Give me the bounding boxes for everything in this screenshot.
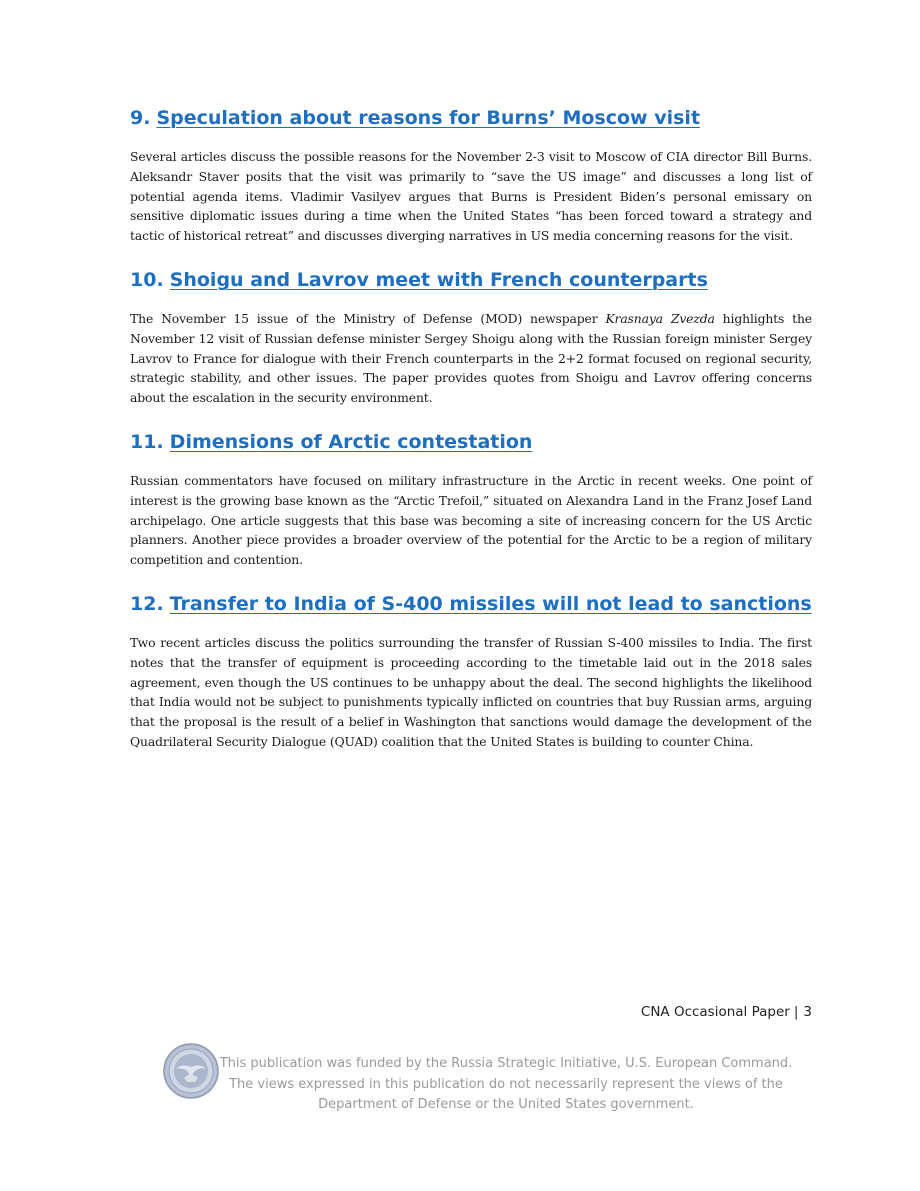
- publication-name: CNA Occasional Paper: [640, 1004, 790, 1020]
- section-body: [130, 309, 812, 408]
- body-text-part: The November 15 issue of the Ministry of Defense (MOD) newspaper: [130, 310, 606, 326]
- disclaimer-text: This publication was funded by the Russia Strategic Initiative, U.S. European Command. The views expressed in this publication do not necessarily represent the views of the Department of Defense or the United States government.: [219, 1056, 793, 1112]
- funding-disclaimer: [162, 1042, 802, 1112]
- section-number: 12.: [130, 592, 164, 615]
- section-11: [130, 428, 812, 570]
- section-number: 11.: [130, 430, 164, 453]
- section-heading: [130, 590, 812, 618]
- eucom-seal-icon: [162, 1042, 220, 1100]
- document-page: [130, 104, 812, 752]
- body-text-part: highlights the November 12 visit of Russian defense minister Sergey Shoigu along with the Russian foreign minister Sergey Lavrov to France for dialogue with their French counterparts in the 2+2 format focused on regional security, strategic stability, and other issues. The paper provides quotes from Shoigu and Lavrov offering concerns about the escalation in the security environment.: [130, 310, 812, 406]
- section-10: [130, 266, 812, 408]
- section-title-link[interactable]: Shoigu and Lavrov meet with French counterparts: [169, 268, 708, 291]
- section-body: Several articles discuss the possible reasons for the November 2-3 visit to Moscow of CIA director Bill Burns. Aleksandr Staver posits that the visit was primarily to “save the US image” and discusses a long list of potential agenda items. Vladimir Vasilyev argues that Burns is President Biden’s personal emissary on sensitive diplomatic issues during a time when the United States “has been forced toward a strategy and tactic of historical retreat” and discusses diverging narratives in US media concerning reasons for the visit.: [130, 149, 812, 244]
- section-body: Russian commentators have focused on military infrastructure in the Arctic in recent weeks. One point of interest is the growing base known as the “Arctic Trefoil,” situated on Alexandra Land in the Franz Josef Land archipelago. One article suggests that this base was becoming a site of increasing concern for the US Arctic planners. Another piece provides a broader overview of the potential for the Arctic to be a region of military competition and contention.: [130, 472, 812, 568]
- section-body: Two recent articles discuss the politics surrounding the transfer of Russian S-400 missiles to India. The first notes that the transfer of equipment is proceeding according to the timetable laid out in the 2018 sales agreement, even though the US continues to be unhappy about the deal. The second highlights the likelihood that India would not be subject to punishments typically inflicted on countries that buy Russian arms, arguing that the proposal is the result of a belief in Washington that sanctions would damage the development of the Quadrilateral Security Dialogue (QUAD) coalition that the United States is building to counter China.: [130, 634, 812, 749]
- section-heading: [130, 104, 812, 132]
- section-number: 9.: [130, 107, 151, 129]
- footer-separator: |: [793, 1004, 799, 1020]
- section-title-link[interactable]: Speculation about reasons for Burns’ Moscow visit: [156, 107, 701, 129]
- section-title-link[interactable]: Dimensions of Arctic contestation: [169, 430, 533, 453]
- newspaper-name: Krasnaya Zvezda: [605, 310, 715, 326]
- page-footer: [641, 1004, 812, 1020]
- section-number: 10.: [130, 268, 164, 291]
- page-number: 3: [803, 1004, 812, 1020]
- section-heading: [130, 266, 812, 294]
- section-heading: [130, 428, 812, 456]
- section-12: [130, 590, 812, 752]
- section-9: [130, 104, 812, 246]
- section-title-link[interactable]: Transfer to India of S-400 missiles will not lead to sanctions: [169, 592, 812, 615]
